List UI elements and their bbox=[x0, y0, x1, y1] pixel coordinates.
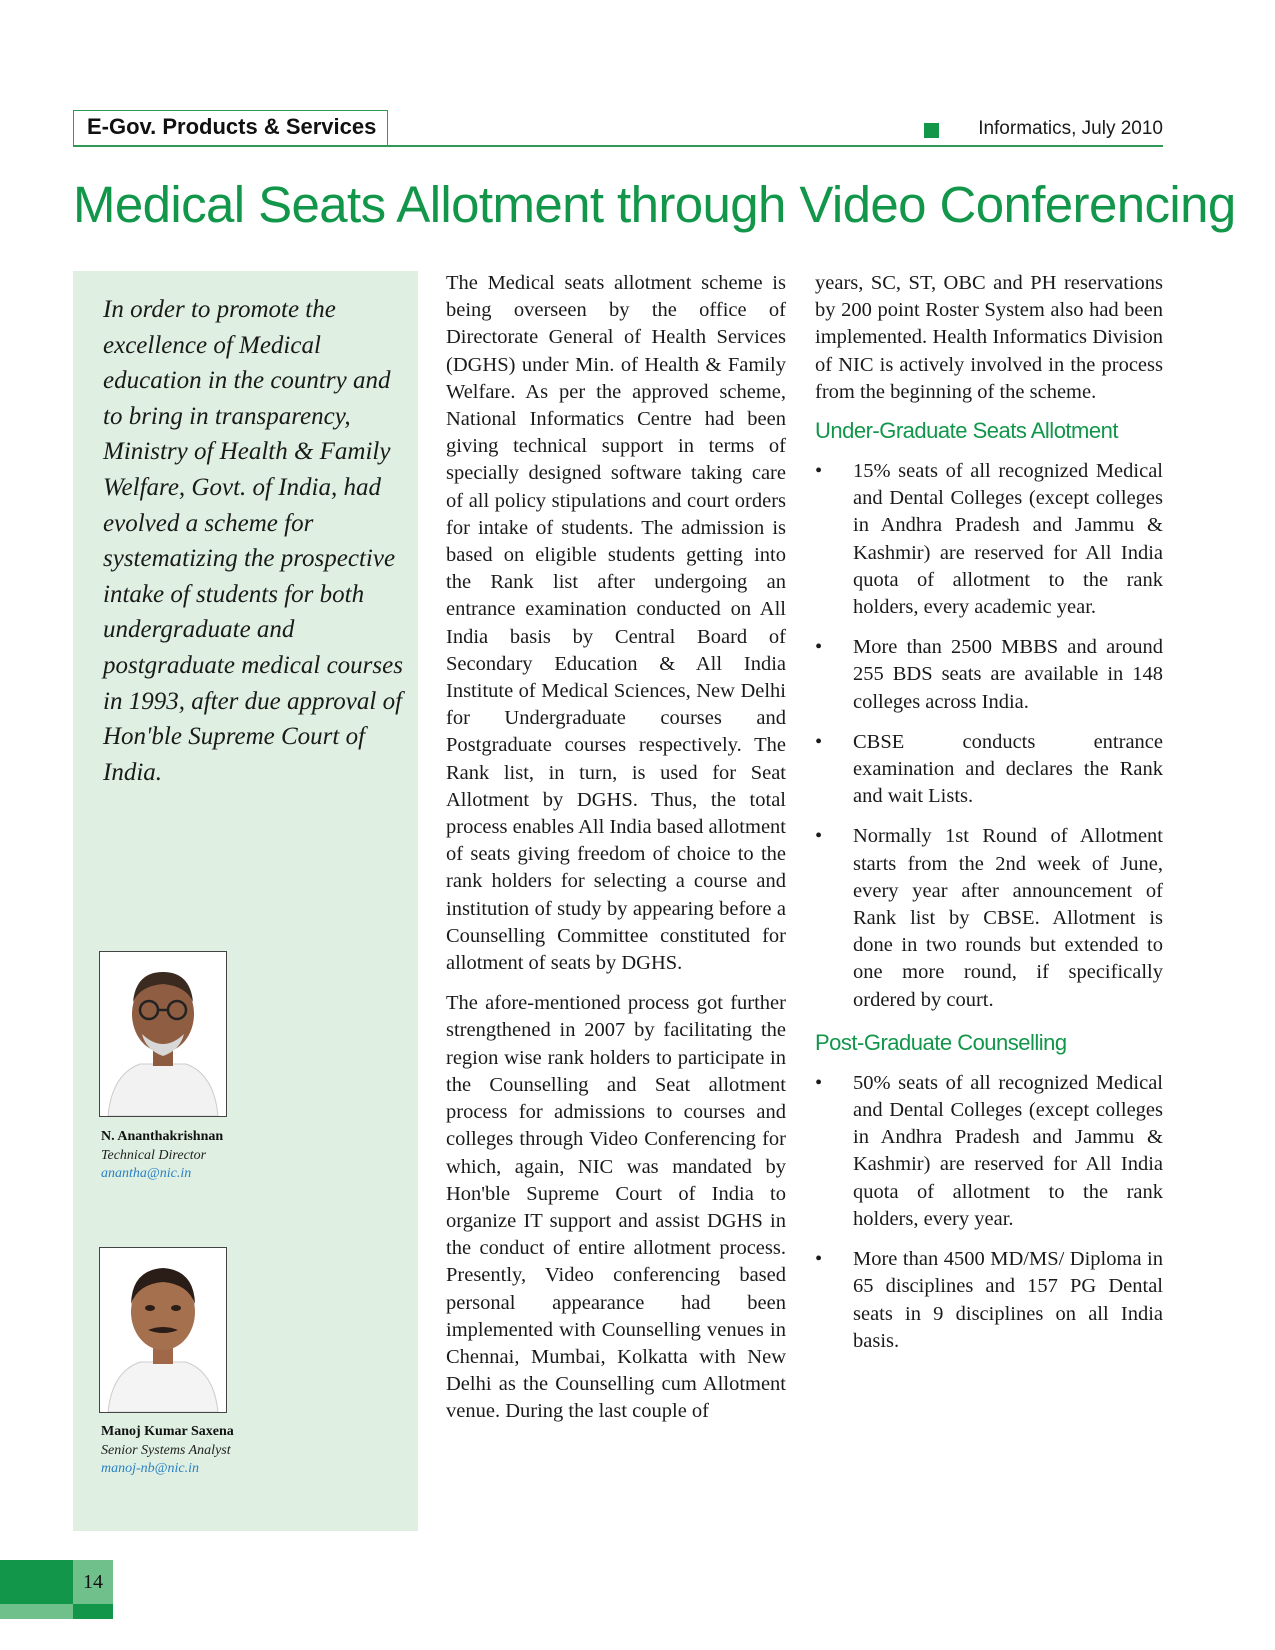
bullet-icon: • bbox=[815, 1248, 823, 1271]
author-email[interactable]: anantha@nic.in bbox=[101, 1166, 192, 1181]
list-item: • 15% seats of all recognized Medical and Dental Colleges (except colleges in Andhra Pradesh and Jammu & Kashmir) are reserved for All India quota of allotment to the rank holders, every academic year. bbox=[815, 460, 1163, 619]
issue-label: Informatics, July 2010 bbox=[978, 118, 1163, 139]
footer-block bbox=[0, 1604, 73, 1619]
author-block-2 bbox=[101, 1423, 361, 1479]
body-paragraph-2: The afore-mentioned process got further strengthened in 2007 by facilitating the region wise rank holders to participate in the Counselling and Seat allotment process for admissions to courses and colleges through Video Conferencing for which, again, NIC was mandated by Hon'ble Supreme Court of India to organize IT support and assist DGHS in the conduct of entire allotment process. Presently, Video conferencing based personal appearance had been implemented with Counselling venues in Chennai, Mumbai, Kolkatta with New Delhi as the Counselling cum Allotment venue. During the last couple of bbox=[446, 992, 786, 1423]
body-column-3 bbox=[815, 270, 1163, 1369]
footer-block bbox=[73, 1604, 113, 1619]
list-item: • Normally 1st Round of Allotment starts from the 2nd week of June, every year after announcement of Rank list by CBSE. Allotment is done in two rounds but extended to one more round, if specifically ordered by court. bbox=[815, 825, 1163, 1011]
author-photo-2 bbox=[99, 1247, 227, 1413]
header-square-icon bbox=[924, 123, 939, 138]
list-item: • More than 4500 MD/MS/ Diploma in 65 disciplines and 157 PG Dental seats in 9 disciplines on all India basis. bbox=[815, 1248, 1163, 1352]
list-item: • CBSE conducts entrance examination and declares the Rank and wait Lists. bbox=[815, 730, 1163, 808]
section-label: E-Gov. Products & Services bbox=[73, 110, 388, 146]
author-email[interactable]: manoj-nb@nic.in bbox=[101, 1461, 200, 1476]
author-role: Technical Director bbox=[101, 1147, 207, 1163]
author-block-1 bbox=[101, 1128, 361, 1184]
bullet-icon: • bbox=[815, 636, 823, 659]
body-paragraph-1: The Medical seats allotment scheme is being overseen by the office of Directorate General of Health Services (DGHS) under Min. of Health & Family Welfare. As per the approved scheme, National Informatics Centre had been giving technical support in terms of specially designed software taking care of all policy stipulations and court orders for intake of students. The admission is based on eligible students getting into the Rank list after undergoing an entrance examination conducted on All India basis by Central Board of Secondary Education & All India Institute of Medical Sciences, New Delhi for Undergraduate courses and Postgraduate courses respectively. The Rank list, in turn, is used for Seat Allotment by DGHS. Thus, the total process enables All India based allotment of seats giving freedom of choice to the rank holders for selecting a course and institution of study by appearing before a Counselling Committee constituted for allotment of seats by DGHS. bbox=[446, 272, 786, 975]
author-portrait-icon bbox=[100, 1248, 226, 1412]
pg-list bbox=[815, 1070, 1163, 1355]
author-role: Senior Systems Analyst bbox=[101, 1442, 231, 1458]
bullet-icon: • bbox=[815, 825, 823, 848]
list-item: • 50% seats of all recognized Medical and Dental Colleges (except colleges in Andhra Pradesh and Jammu & Kashmir) are reserved for All India quota of allotment to the rank holders, every year. bbox=[815, 1071, 1163, 1230]
footer-block bbox=[0, 1560, 73, 1604]
author-name: Manoj Kumar Saxena bbox=[101, 1424, 234, 1439]
ug-heading: Under-Graduate Seats Allotment bbox=[815, 418, 1118, 444]
author-photo-1 bbox=[99, 951, 227, 1117]
body-paragraph-3: years, SC, ST, OBC and PH reservations by 200 point Roster System also had been implemented. Health Informatics Division of NIC is actively involved in the process from the beginning of the scheme. bbox=[815, 272, 1163, 403]
body-column-2 bbox=[446, 270, 786, 1439]
bullet-icon: • bbox=[815, 460, 823, 483]
pg-heading: Post-Graduate Counselling bbox=[815, 1029, 1067, 1055]
bullet-icon: • bbox=[815, 730, 823, 753]
author-name: N. Ananthakrishnan bbox=[101, 1129, 224, 1144]
page-number: 14 bbox=[73, 1560, 113, 1604]
bullet-icon: • bbox=[815, 1071, 823, 1094]
author-portrait-icon bbox=[100, 952, 226, 1116]
ug-list bbox=[815, 458, 1163, 1014]
list-item: • More than 2500 MBBS and around 255 BDS seats are available in 148 colleges across India. bbox=[815, 636, 1163, 713]
page-title: Medical Seats Allotment through Video Conferencing bbox=[73, 176, 1236, 233]
intro-text: In order to promote the excellence of Medical education in the country and to bring in transparency, Ministry of Health & Family Welfare, Govt. of India, had evolved a scheme for systematizing the prospective intake of students for both undergraduate and postgraduate medical courses in 1993, after due approval of Hon'ble Supreme Court of India. bbox=[103, 296, 403, 786]
